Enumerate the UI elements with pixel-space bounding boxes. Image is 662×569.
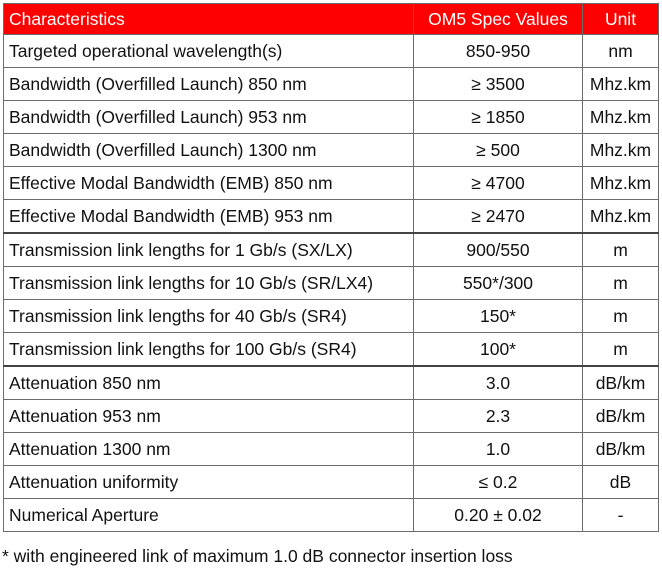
characteristic-cell: Attenuation 1300 nm xyxy=(4,433,414,466)
header-unit: Unit xyxy=(583,4,659,35)
value-cell: 900/550 xyxy=(414,233,583,267)
table-row xyxy=(4,35,659,68)
unit-cell: Mhz.km xyxy=(583,101,659,134)
characteristic-cell: Bandwidth (Overfilled Launch) 850 nm xyxy=(4,68,414,101)
characteristic-cell: Transmission link lengths for 100 Gb/s (SR4) xyxy=(4,333,414,367)
value-cell: ≥ 1850 xyxy=(414,101,583,134)
characteristic-cell: Targeted operational wavelength(s) xyxy=(4,35,414,68)
table-header-row xyxy=(4,4,659,35)
value-cell: ≥ 3500 xyxy=(414,68,583,101)
table-row xyxy=(4,433,659,466)
table-row xyxy=(4,134,659,167)
table-row xyxy=(4,68,659,101)
table-row xyxy=(4,200,659,234)
characteristic-cell: Attenuation 953 nm xyxy=(4,400,414,433)
value-cell: ≥ 2470 xyxy=(414,200,583,234)
value-cell: 100* xyxy=(414,333,583,367)
value-cell: 1.0 xyxy=(414,433,583,466)
characteristic-cell: Transmission link lengths for 10 Gb/s (SR/LX4) xyxy=(4,267,414,300)
table-row xyxy=(4,233,659,267)
value-cell: 850-950 xyxy=(414,35,583,68)
unit-cell: dB/km xyxy=(583,433,659,466)
characteristic-cell: Effective Modal Bandwidth (EMB) 953 nm xyxy=(4,200,414,234)
table-row xyxy=(4,333,659,367)
value-cell: 0.20 ± 0.02 xyxy=(414,499,583,532)
unit-cell: - xyxy=(583,499,659,532)
unit-cell: nm xyxy=(583,35,659,68)
value-cell: 3.0 xyxy=(414,366,583,400)
unit-cell: dB/km xyxy=(583,366,659,400)
characteristic-cell: Bandwidth (Overfilled Launch) 953 nm xyxy=(4,101,414,134)
unit-cell: m xyxy=(583,333,659,367)
unit-cell: dB/km xyxy=(583,400,659,433)
table-row xyxy=(4,300,659,333)
characteristic-cell: Transmission link lengths for 40 Gb/s (SR4) xyxy=(4,300,414,333)
value-cell: 550*/300 xyxy=(414,267,583,300)
value-cell: 150* xyxy=(414,300,583,333)
header-spec-values: OM5 Spec Values xyxy=(414,4,583,35)
table-row xyxy=(4,466,659,499)
unit-cell: m xyxy=(583,233,659,267)
unit-cell: Mhz.km xyxy=(583,167,659,200)
unit-cell: m xyxy=(583,300,659,333)
characteristic-cell: Attenuation uniformity xyxy=(4,466,414,499)
om5-spec-table xyxy=(3,3,659,532)
value-cell: ≥ 500 xyxy=(414,134,583,167)
unit-cell: Mhz.km xyxy=(583,134,659,167)
table-row xyxy=(4,101,659,134)
characteristic-cell: Attenuation 850 nm xyxy=(4,366,414,400)
value-cell: 2.3 xyxy=(414,400,583,433)
table-row xyxy=(4,267,659,300)
unit-cell: dB xyxy=(583,466,659,499)
unit-cell: Mhz.km xyxy=(583,200,659,234)
characteristic-cell: Effective Modal Bandwidth (EMB) 850 nm xyxy=(4,167,414,200)
characteristic-cell: Bandwidth (Overfilled Launch) 1300 nm xyxy=(4,134,414,167)
unit-cell: m xyxy=(583,267,659,300)
table-row xyxy=(4,400,659,433)
value-cell: ≥ 4700 xyxy=(414,167,583,200)
table-row xyxy=(4,167,659,200)
footnote: * with engineered link of maximum 1.0 dB connector insertion loss xyxy=(2,546,513,566)
characteristic-cell: Transmission link lengths for 1 Gb/s (SX/LX) xyxy=(4,233,414,267)
table-row xyxy=(4,499,659,532)
header-characteristics: Characteristics xyxy=(4,4,414,35)
unit-cell: Mhz.km xyxy=(583,68,659,101)
characteristic-cell: Numerical Aperture xyxy=(4,499,414,532)
table-row xyxy=(4,366,659,400)
value-cell: ≤ 0.2 xyxy=(414,466,583,499)
